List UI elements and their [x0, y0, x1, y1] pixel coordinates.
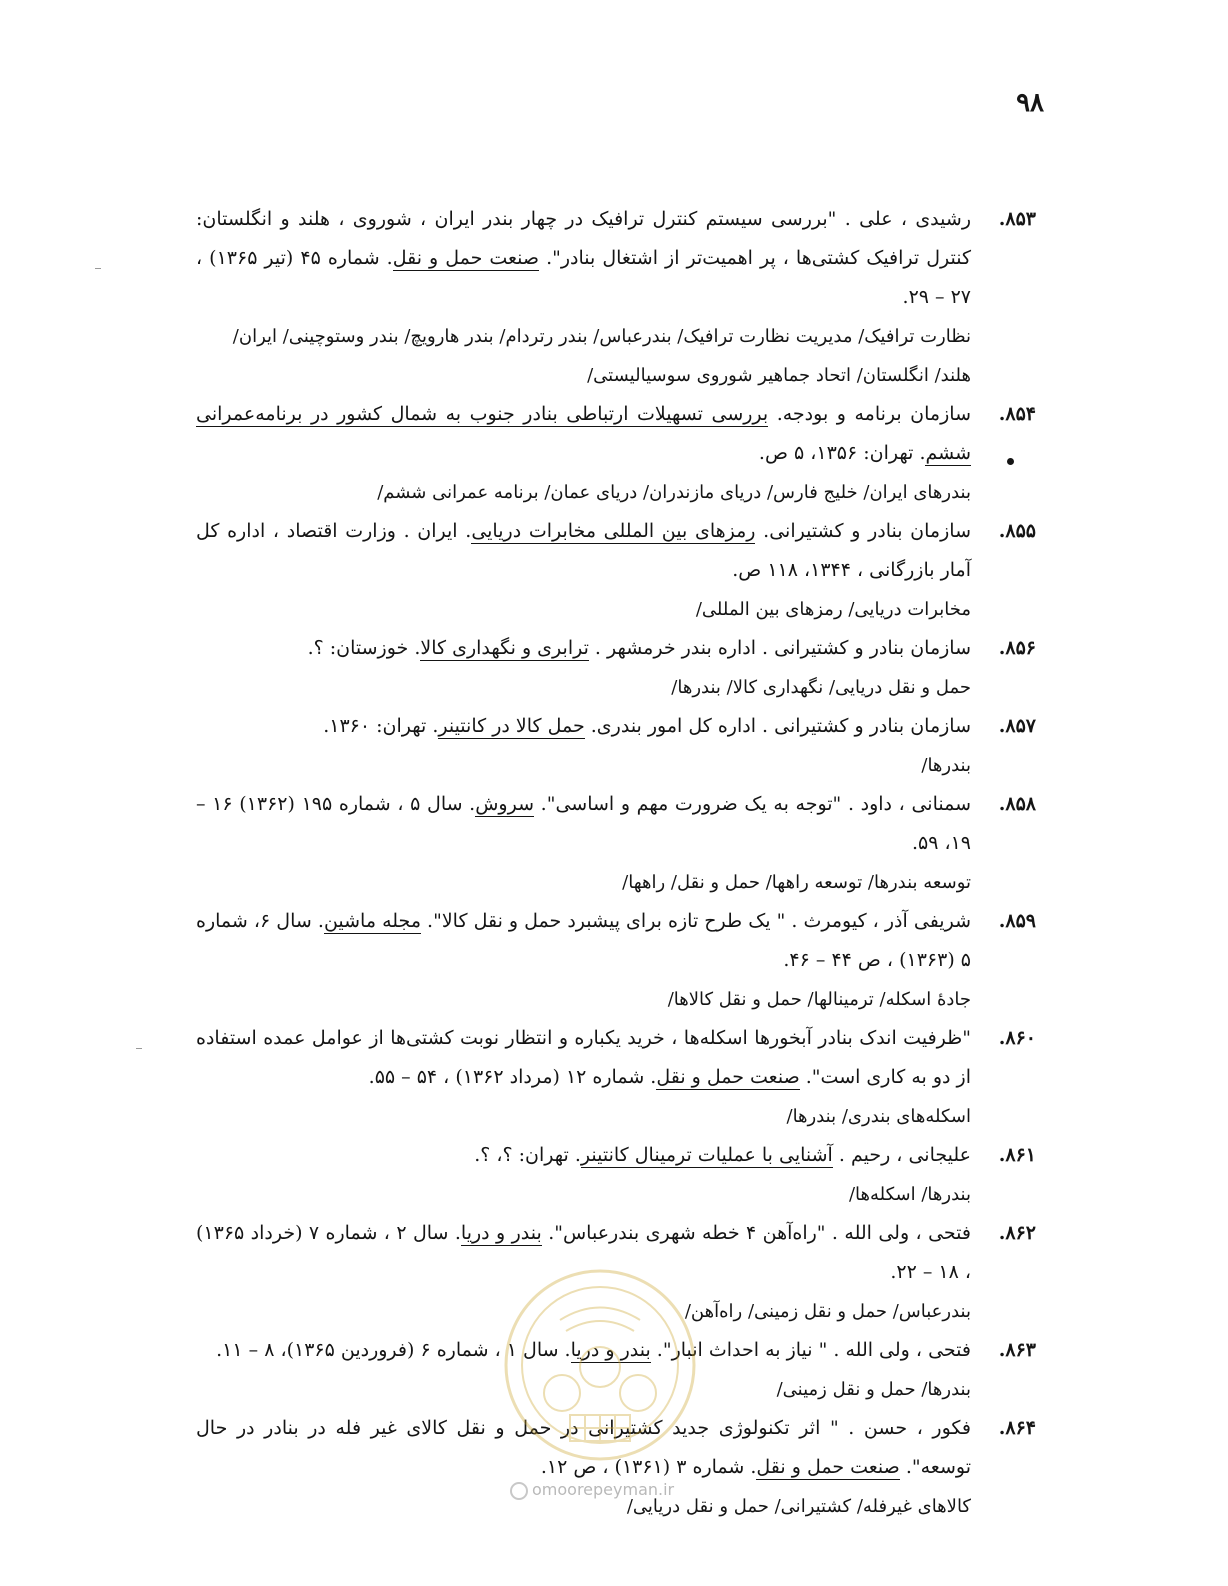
- entry-number: ۸۵۵.: [998, 520, 1036, 542]
- entry-853: [196, 200, 1036, 395]
- entry-857: [196, 707, 1036, 785]
- publication-title: آشنایی با عملیات ترمینال کانتینر: [580, 1144, 833, 1166]
- entry-citation: فکور ، حسن . " اثر تکنولوژی جدید کشتیرانی در حمل و نقل کالای غیر فله در بنادر در حال توسعه". صنعت حمل و نقل. شماره ۳ (۱۳۶۱) ، ص ۱۲.: [196, 1417, 971, 1478]
- entry-keywords: بندرعباس/ حمل و نقل زمینی/ راه‌آهن/: [684, 1301, 971, 1322]
- entry-citation: "ظرفیت اندک بنادر آبخورها اسکله‌ها ، خرید یکباره و انتظار نوبت کشتی‌ها از عوامل عمده استفاده از دو به کاری است". صنعت حمل و نقل. شماره ۱۲ (مرداد ۱۳۶۲) ، ۵۴ – ۵۵.: [196, 1027, 971, 1088]
- publication-title: ترابری و نگهداری کالا: [420, 637, 589, 659]
- library-seal-stamp: [500, 1265, 700, 1465]
- entry-keywords: جادهٔ اسکله/ ترمینالها/ حمل و نقل کالاها/: [667, 989, 971, 1010]
- entry-keywords: اسکله‌های بندری/ بندرها/: [786, 1106, 971, 1127]
- entry-citation: سازمان بنادر و کشتیرانی . اداره کل امور بندری. حمل کالا در کانتینر. تهران: ۱۳۶۰.: [323, 715, 971, 737]
- entry-number: ۸۵۶.: [998, 637, 1036, 659]
- entry-keywords: بندرهای ایران/ خلیج فارس/ دریای مازندران/ دریای عمان/ برنامه عمرانی ششم/: [377, 482, 971, 503]
- publication-title: صنعت حمل و نقل: [656, 1066, 800, 1088]
- publication-title: صنعت حمل و نقل: [392, 247, 540, 269]
- publication-title: سروش: [475, 793, 535, 815]
- entry-keywords: کالاهای غیرفله/ کشتیرانی/ حمل و نقل دریایی/: [626, 1496, 971, 1517]
- entry-number: ۸۵۸.: [998, 793, 1036, 815]
- entry-citation: سمنانی ، داود . "توجه به یک ضرورت مهم و اساسی". سروش. سال ۵ ، شماره ۱۹۵ (۱۳۶۲) ۱۶ – ۱۹، ۵۹.: [196, 793, 972, 854]
- margin-bullet: [1007, 458, 1014, 465]
- entry-keywords: بندرها/: [921, 755, 971, 776]
- entry-keywords: مخابرات دریایی/ رمزهای بین المللی/: [695, 599, 971, 620]
- entry-citation: سازمان بنادر و کشتیرانی . اداره بندر خرمشهر . ترابری و نگهداری کالا. خوزستان: ؟.: [307, 637, 971, 659]
- publication-title: رمزهای بین المللی مخابرات دریایی: [471, 520, 756, 542]
- publication-title: بندر و دریا: [570, 1339, 651, 1361]
- entry-number: ۸۵۹.: [998, 910, 1036, 932]
- page-number: ۹۸: [1016, 88, 1044, 118]
- entry-keywords: حمل و نقل دریایی/ نگهداری کالا/ بندرها/: [671, 677, 971, 698]
- entry-859: [196, 902, 1036, 1019]
- entry-number: ۸۶۰.: [998, 1027, 1036, 1049]
- entry-citation: علیجانی ، رحیم . آشنایی با عملیات ترمینال کانتینر. تهران: ؟، ؟.: [474, 1144, 971, 1166]
- margin-mark: [136, 1048, 142, 1049]
- site-watermark: omoorepeyman.ir: [510, 1480, 674, 1500]
- entry-number: ۸۶۴.: [998, 1417, 1036, 1439]
- entry-860: [196, 1019, 1036, 1136]
- entry-citation: شریفی آذر ، کیومرث . " یک طرح تازه برای پیشبرد حمل و نقل کالا". مجله ماشین. سال ۶، شماره ۵ (۱۳۶۳) ، ص ۴۴ – ۴۶.: [196, 910, 971, 971]
- publication-title: حمل کالا در کانتینر: [438, 715, 585, 737]
- entry-854: [196, 395, 1036, 512]
- entry-number: ۸۶۱.: [998, 1144, 1036, 1166]
- entry-keywords: بندرها/ حمل و نقل زمینی/: [776, 1379, 971, 1400]
- publication-title: بندر و دریا: [460, 1222, 542, 1244]
- entry-number: ۸۵۴.: [998, 403, 1036, 425]
- entry-citation: فتحی ، ولی الله . " نیاز به احداث انبار". بندر و دریا. سال ۱ ، شماره ۶ (فروردین ۱۳۶۵)، ۸ – ۱۱.: [216, 1339, 971, 1361]
- entry-citation: فتحی ، ولی الله . "راه‌آهن ۴ خطه شهری بندرعباس". بندر و دریا. سال ۲ ، شماره ۷ (خرداد ۱۳۶۵) ، ۱۸ – ۲۲.: [196, 1222, 971, 1283]
- entry-keywords: نظارت ترافیک/ مدیریت نظارت ترافیک/ بندرعباس/ بندر رتردام/ بندر هارویچ/ بندر وستوچینی/ ایران/ هلند/ انگلستان/ اتحاد جماهیر شوروی سوسیالیستی/: [232, 326, 971, 386]
- publication-title: بررسی تسهیلات ارتباطی بنادر جنوب به شمال کشور در برنامه‌عمرانی ششم: [196, 403, 971, 464]
- publication-title: صنعت حمل و نقل: [756, 1456, 900, 1478]
- entry-keywords: توسعه بندرها/ توسعه راهها/ حمل و نقل/ راهها/: [622, 872, 971, 893]
- entry-number: ۸۶۳.: [998, 1339, 1036, 1361]
- entry-861: [196, 1136, 1036, 1214]
- entry-citation: سازمان بنادر و کشتیرانی. رمزهای بین المللی مخابرات دریایی. ایران . وزارت اقتصاد ، اداره کل آمار بازرگانی ، ۱۳۴۴، ۱۱۸ ص.: [196, 520, 971, 581]
- entry-number: ۸۵۷.: [998, 715, 1036, 737]
- entry-keywords: بندرها/ اسکله‌ها/: [848, 1184, 971, 1205]
- entry-855: [196, 512, 1036, 629]
- entry-858: [196, 785, 1036, 902]
- entry-citation: سازمان برنامه و بودجه. بررسی تسهیلات ارتباطی بنادر جنوب به شمال کشور در برنامه‌عمرانی ششم. تهران: ۱۳۵۶، ۵ ص.: [196, 403, 971, 464]
- entry-number: ۸۶۲.: [998, 1222, 1036, 1244]
- publication-title: مجله ماشین: [323, 910, 421, 932]
- entry-citation: رشیدی ، علی . "بررسی سیستم کنترل ترافیک در چهار بندر ایران ، شوروی ، هلند و انگلستان: کنترل ترافیک کشتی‌ها ، پر اهمیت‌تر از اشتغال بنادر". صنعت حمل و نقل. شماره ۴۵ (تیر ۱۳۶۵) ، ۲۷ – ۲۹.: [196, 208, 972, 308]
- margin-mark: [95, 268, 101, 269]
- watermark-logo-icon: [510, 1482, 528, 1500]
- entry-number: ۸۵۳.: [998, 208, 1036, 230]
- entry-856: [196, 629, 1036, 707]
